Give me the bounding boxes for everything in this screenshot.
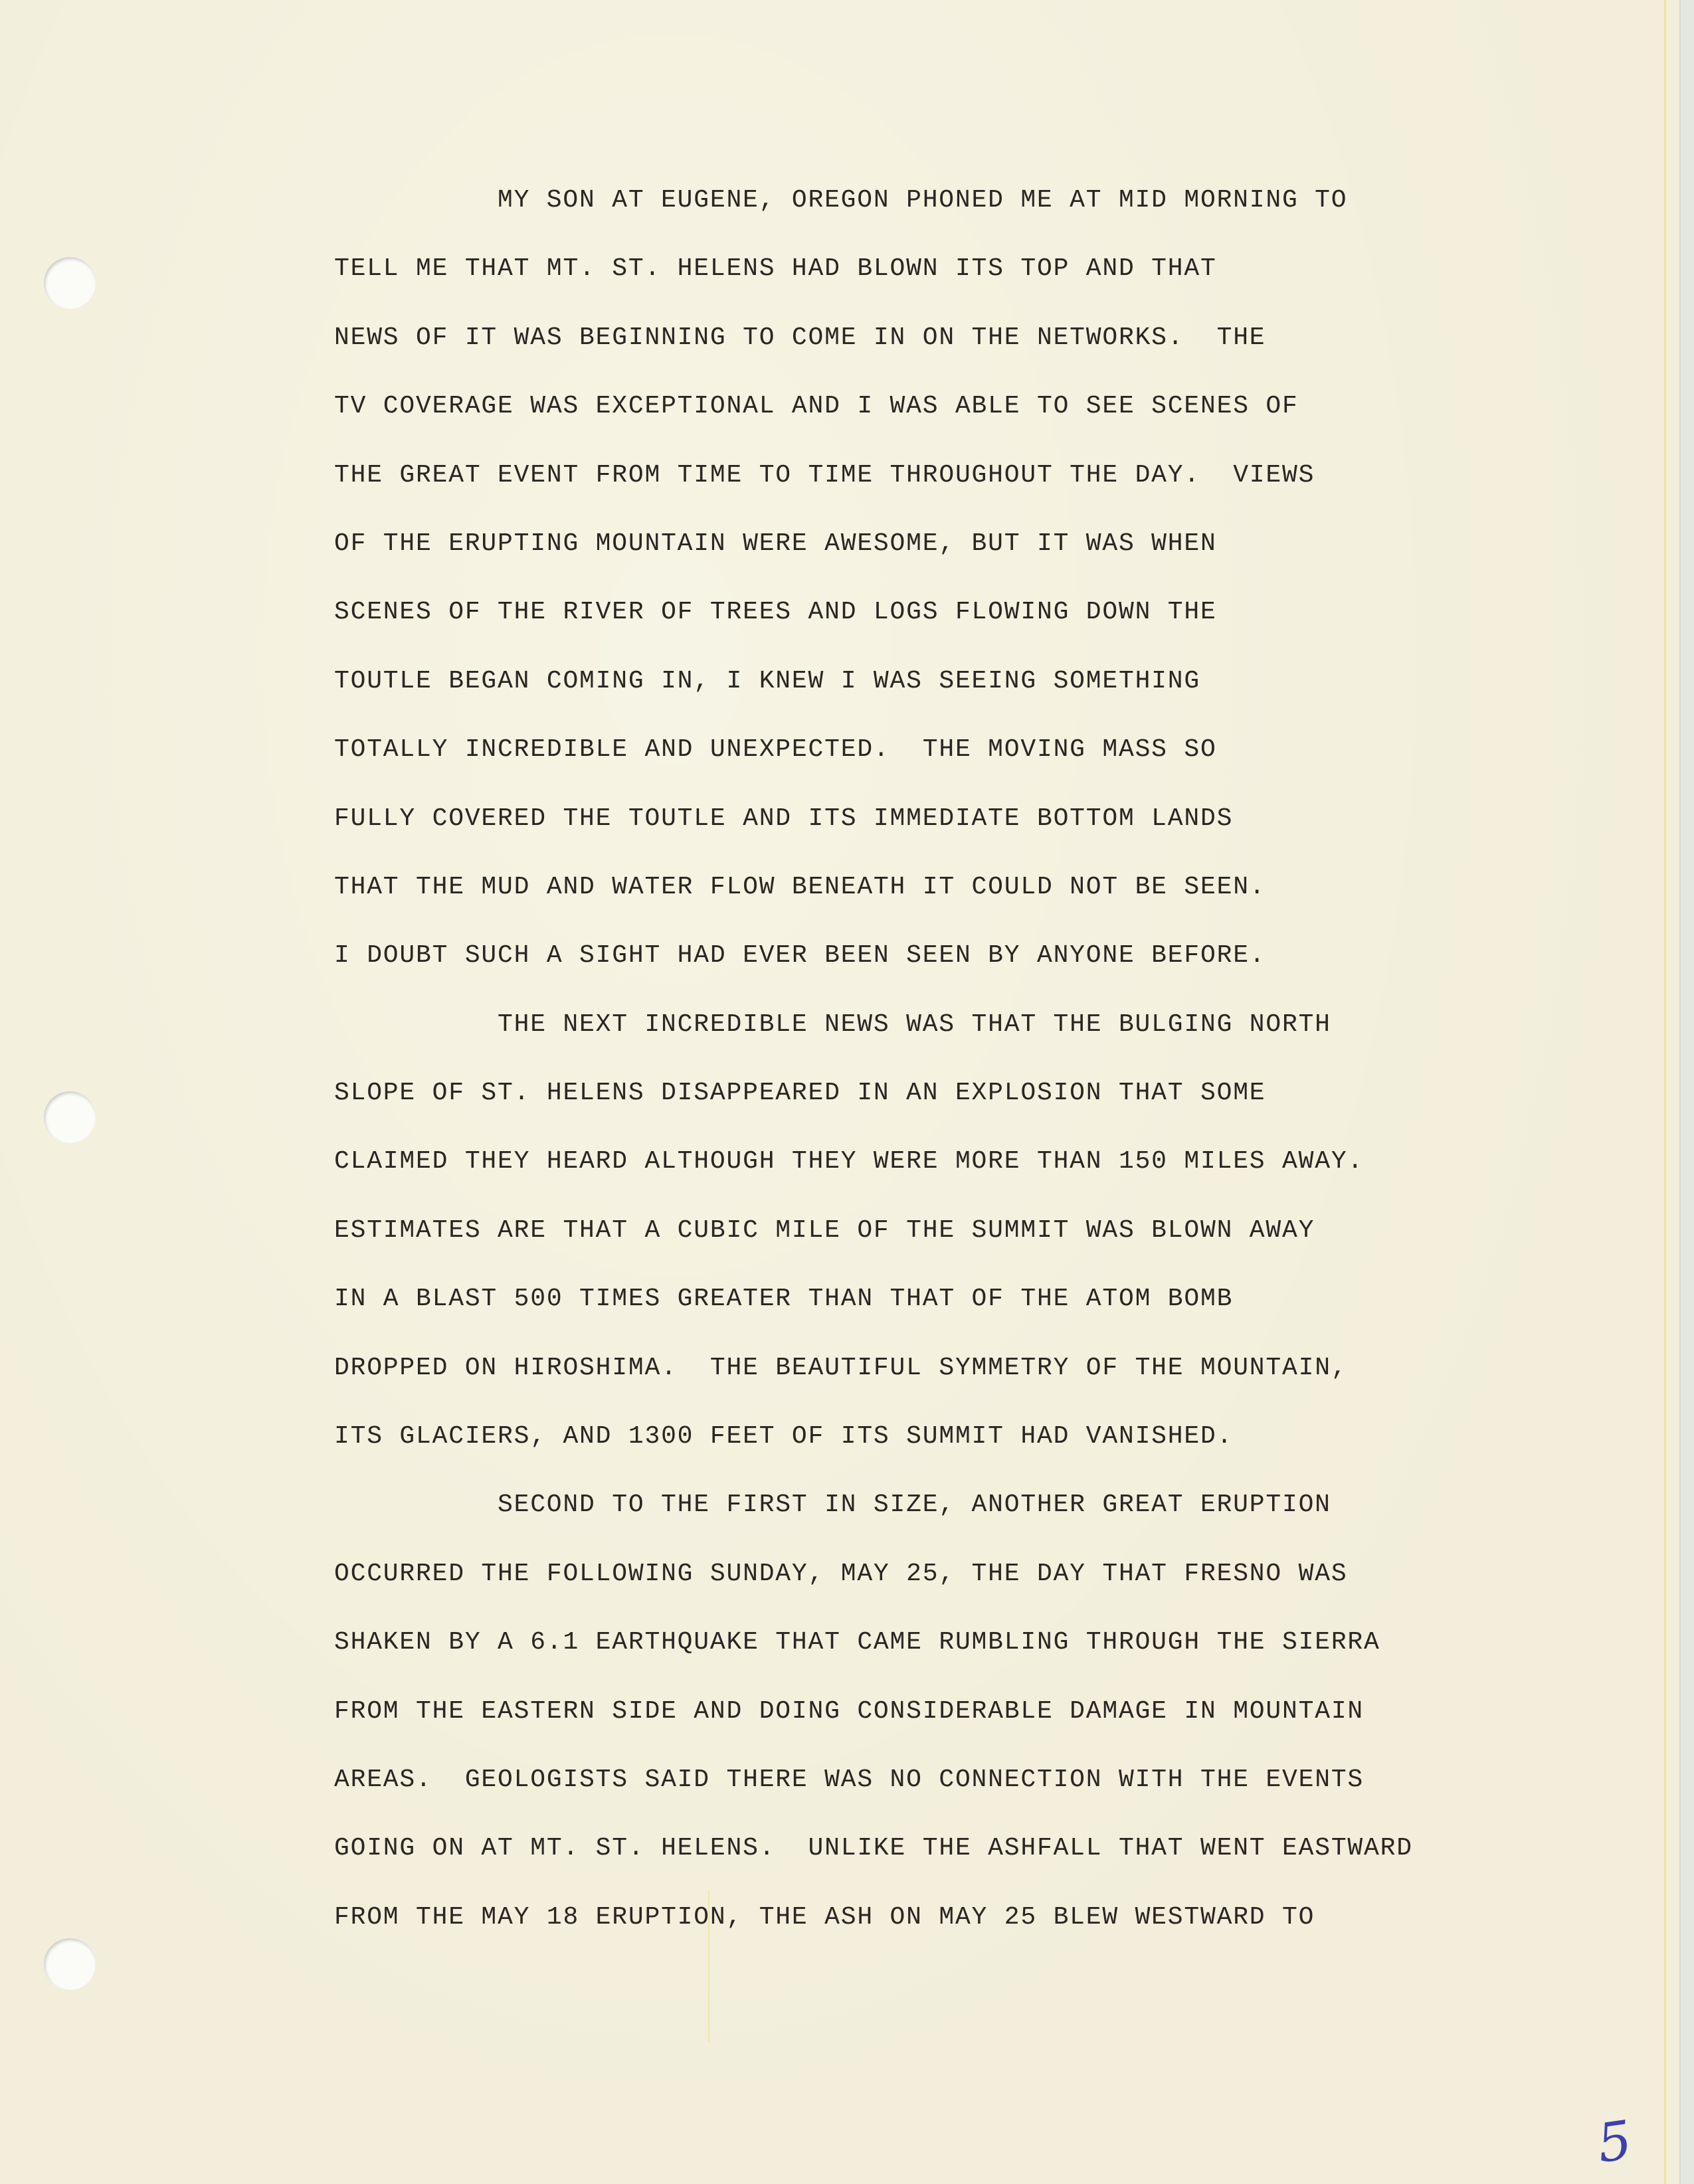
text-line: TOUTLE BEGAN COMING IN, I KNEW I WAS SEEING SOMETHING <box>334 666 1200 695</box>
text-line: TELL ME THAT MT. ST. HELENS HAD BLOWN ITS TOP AND THAT <box>334 254 1217 284</box>
text-line: OCCURRED THE FOLLOWING SUNDAY, MAY 25, THE DAY THAT FRESNO WAS <box>334 1559 1348 1588</box>
text-line: THE GREAT EVENT FROM TIME TO TIME THROUGHOUT THE DAY. VIEWS <box>334 460 1315 490</box>
text-line: GOING ON AT MT. ST. HELENS. UNLIKE THE ASHFALL THAT WENT EASTWARD <box>334 1834 1413 1863</box>
handwritten-page-number: 5 <box>1593 2108 1636 2175</box>
text-line: SECOND TO THE FIRST IN SIZE, ANOTHER GREAT ERUPTION <box>498 1491 1331 1520</box>
text-line: TOTALLY INCREDIBLE AND UNEXPECTED. THE MOVING MASS SO <box>334 735 1217 765</box>
text-line: THE NEXT INCREDIBLE NEWS WAS THAT THE BULGING NORTH <box>498 1010 1331 1039</box>
binder-hole <box>44 1091 96 1143</box>
text-line: SHAKEN BY A 6.1 EARTHQUAKE THAT CAME RUMBLING THROUGH THE SIERRA <box>334 1628 1380 1657</box>
text-line: ESTIMATES ARE THAT A CUBIC MILE OF THE SUMMIT WAS BLOWN AWAY <box>334 1216 1315 1245</box>
paper-edge-line <box>1664 0 1666 2184</box>
text-line: SLOPE OF ST. HELENS DISAPPEARED IN AN EXPLOSION THAT SOME <box>334 1079 1266 1108</box>
typed-text-body <box>334 166 1413 1952</box>
text-line: FULLY COVERED THE TOUTLE AND ITS IMMEDIATE BOTTOM LANDS <box>334 804 1234 833</box>
text-line: AREAS. GEOLOGISTS SAID THERE WAS NO CONNECTION WITH THE EVENTS <box>334 1765 1365 1794</box>
text-line: MY SON AT EUGENE, OREGON PHONED ME AT MID MORNING TO <box>498 186 1348 215</box>
text-line: NEWS OF IT WAS BEGINNING TO COME IN ON THE NETWORKS. THE <box>334 323 1266 352</box>
text-line: THAT THE MUD AND WATER FLOW BENEATH IT COULD NOT BE SEEN. <box>334 872 1266 901</box>
text-line: CLAIMED THEY HEARD ALTHOUGH THEY WERE MORE THAN 150 MILES AWAY. <box>334 1147 1365 1176</box>
text-line: FROM THE MAY 18 ERUPTION, THE ASH ON MAY 25 BLEW WESTWARD TO <box>334 1902 1315 1932</box>
text-line: FROM THE EASTERN SIDE AND DOING CONSIDERABLE DAMAGE IN MOUNTAIN <box>334 1696 1365 1726</box>
binder-hole <box>44 257 96 309</box>
scan-margin <box>1679 0 1694 2184</box>
text-line: DROPPED ON HIROSHIMA. THE BEAUTIFUL SYMMETRY OF THE MOUNTAIN, <box>334 1353 1348 1382</box>
text-line: OF THE ERUPTING MOUNTAIN WERE AWESOME, BUT IT WAS WHEN <box>334 529 1217 558</box>
text-line: SCENES OF THE RIVER OF TREES AND LOGS FLOWING DOWN THE <box>334 598 1217 627</box>
binder-hole <box>44 1938 96 1990</box>
text-line: IN A BLAST 500 TIMES GREATER THAN THAT OF THE ATOM BOMB <box>334 1285 1234 1314</box>
text-line: ITS GLACIERS, AND 1300 FEET OF ITS SUMMIT HAD VANISHED. <box>334 1422 1234 1451</box>
text-line: I DOUBT SUCH A SIGHT HAD EVER BEEN SEEN BY ANYONE BEFORE. <box>334 941 1266 970</box>
text-line: TV COVERAGE WAS EXCEPTIONAL AND I WAS ABLE TO SEE SCENES OF <box>334 392 1299 421</box>
